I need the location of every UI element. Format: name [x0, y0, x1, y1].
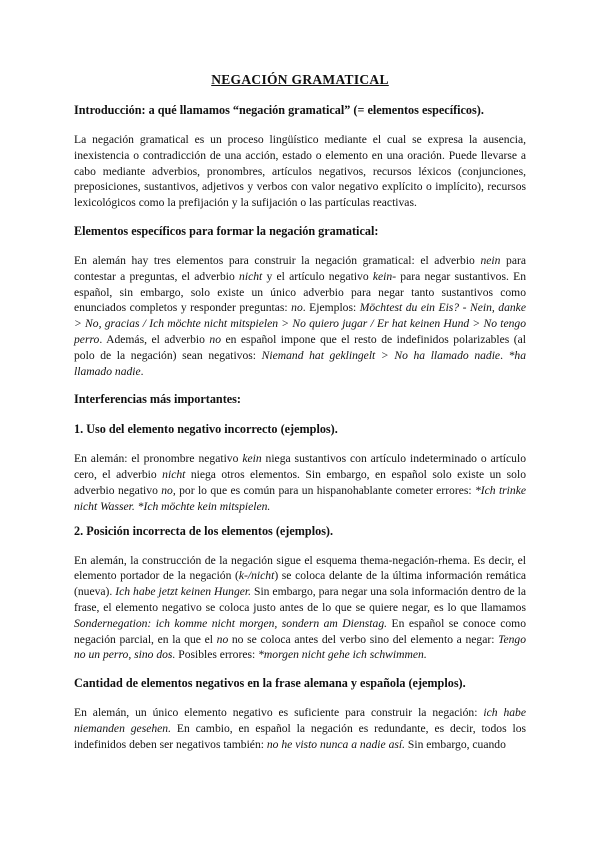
text-run: no se coloca antes del verbo sino del elemento a negar: — [228, 632, 499, 646]
italic-run: nicht — [162, 468, 186, 482]
text-run: niega sustantivos con artículo indeterminado o artículo cero, el adverbio — [74, 452, 526, 482]
italic-run: kein- — [372, 269, 397, 283]
intro-paragraph: La negación gramatical es un proceso lingüístico mediante el cual se expresa la ausencia, inexistencia o contradicción de una acción, estado o elemento en una oración. Puede llevarse a cabo mediante adverbios, pronombres, artículos negativos, recursos léxicos (conjunciones, preposiciones, sustantivos, adjetivos y verbos con valor negativo explícito o implícito), recursos lexicológicos como la prefijación y la sufijación o las partículas reactivas. — [74, 133, 526, 210]
italic-run: *morgen nicht gehe ich schwimmen. — [258, 648, 427, 662]
section3-paragraph — [74, 705, 526, 752]
italic-run: *ha llamado nadie — [74, 348, 527, 378]
italic-run: no — [291, 301, 303, 315]
italic-run: Niemand hat geklingelt > No ha llamado nadie — [261, 348, 501, 362]
italic-run: no he visto nunca a nadie así. — [266, 737, 405, 751]
text-run: ) se coloca delante de la última información remática (nueva). — [74, 569, 527, 599]
italic-run: ich habe niemanden gesehen. — [74, 706, 526, 735]
text-run: En alemán hay tres elementos para construir la negación gramatical: el adverbio — [74, 253, 481, 267]
text-run: niega otros elementos. Sin embargo, en español solo existe un solo adverbio negativo — [74, 468, 526, 497]
italic-run: Sondernegation: ich komme nicht morgen, sondern am Dienstag. — [74, 616, 388, 630]
text-run: por lo que es común para un hispanohablante cometer errores: — [175, 483, 475, 497]
italic-run: Ich habe jetzt keinen Hunger. — [115, 585, 252, 599]
text-run: . Además, el adverbio — [99, 332, 210, 346]
italic-run: k-/nicht — [238, 569, 275, 583]
text-run: Sin embargo, para negar una sola información dentro de la frase, el elemento negativo se coloca justo antes de lo que se quiere negar, es lo que llamamos — [74, 585, 527, 614]
section3-heading: Cantidad de elementos negativos en la frase alemana y española (ejemplos). — [74, 676, 466, 691]
text-run: y el artículo negativo — [262, 269, 373, 283]
text-run: Posibles errores: — [175, 648, 259, 662]
italic-run: no — [216, 632, 229, 646]
section2-paragraph — [74, 553, 526, 664]
italic-run: Tengo no un perro, sino dos. — [74, 632, 527, 662]
text-run: . — [500, 348, 509, 362]
elements-paragraph — [74, 253, 526, 379]
italic-run: no, — [161, 483, 176, 497]
section1-paragraph — [74, 451, 526, 514]
italic-run: nicht — [239, 269, 263, 283]
text-run: En cambio, en español la negación es redundante, es decir, todos los indefinidos deben ser negativos también: — [74, 721, 526, 751]
italic-run: nein — [480, 253, 501, 267]
text-run: En alemán: el pronombre negativo — [74, 452, 243, 466]
text-run: en español impone que el resto de indefinidos polarizables (al polo de la negación) sean negativos: — [74, 332, 527, 362]
italic-run: *Ich trinke nicht Wasser. *Ich möchte kein mitspielen. — [74, 483, 526, 513]
text-run: En alemán, la construcción de la negación sigue el esquema thema-negación-rhema. Es decir, el elemento portador de la negación ( — [74, 553, 526, 583]
text-run: . Ejemplos: — [302, 301, 360, 315]
text-run: Sin embargo, cuando — [405, 737, 506, 751]
italic-run: Möchtest du ein Eis? - Nein, danke > No, gracias / Ich möchte nicht mitspielen > No quiero jugar / Er hat keinen Hund > No tengo perro — [74, 301, 526, 346]
intro-heading: Introducción: a qué llamamos “negación gramatical” (= elementos específicos). — [74, 103, 484, 117]
document-page — [74, 62, 526, 765]
text-run: para contestar a preguntas, el adverbio — [74, 253, 526, 283]
text-run: para negar sustantivos. En español, sin embargo, solo existe un único adverbio para negar tanto sustantivos como enunciados completos y responder preguntas: — [74, 269, 526, 315]
document-title: NEGACIÓN GRAMATICAL — [211, 72, 389, 87]
italic-run: kein — [242, 452, 262, 466]
text-run: En español se conoce como negación parcial, en la que el — [74, 616, 526, 646]
section2-heading: 2. Posición incorrecta de los elementos (ejemplos). — [74, 523, 334, 538]
italic-run: no — [209, 332, 221, 346]
elements-heading: Elementos específicos para formar la negación gramatical: — [74, 223, 379, 238]
section1-heading: 1. Uso del elemento negativo incorrecto (ejemplos). — [74, 422, 338, 437]
text-run: . — [140, 364, 144, 378]
interferences-heading: Interferencias más importantes: — [74, 392, 241, 407]
text-run: En alemán, un único elemento negativo es suficiente para construir la negación: — [74, 706, 484, 720]
